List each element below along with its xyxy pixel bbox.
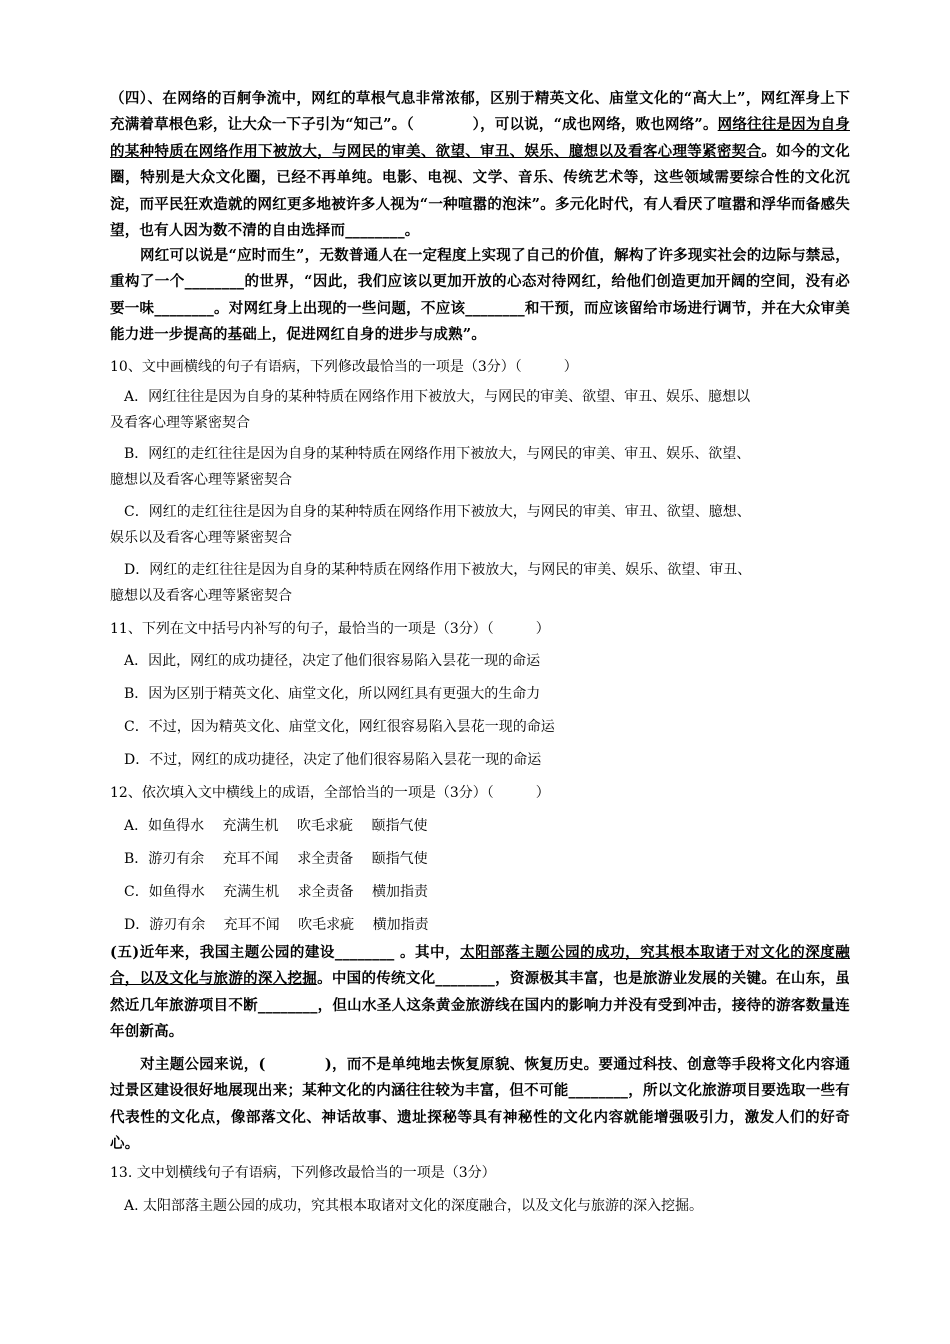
- question-10-option-b[interactable]: [110, 441, 850, 493]
- passage-5-text-p2: 对主题公园来说，( )，而不是单纯地去恢复原貌、恢复历史。要通过科技、创意等手段将文化内容通过景区建设很好地展现出来；某种文化的内涵往往较为丰富，但不可能________，所以文化旅游项目要选取一些有代表性的文化点，像部落文化、神话故事、遗址探秘等具有神秘性的文化内容就能增强吸引力，激发人们的好奇心。: [110, 1056, 850, 1153]
- question-13-option-a[interactable]: A. 太阳部落主题公园的成功，究其根本取诸对文化的深度融合，以及文化与旅游的深入挖掘。: [124, 1198, 704, 1214]
- option-c-line-1: C．网红的走红往往是因为自身的某种特质在网络作用下被放大，与网民的审美、审丑、欲望、臆想、: [124, 504, 751, 520]
- passage-5-text-a: (五)近年来，我国主题公园的建设________ 。其中，: [110, 944, 461, 961]
- passage-4-text-a: （四）、在网络的百舸争流中，网红的草根气息非常浓郁，区别于精英文化、庙堂文化的“高大上”，网红浑身上下充满着草根色彩，让大众一下子引为“知己”。（ ），可以说，“成也网络，败也网络”。: [110, 90, 850, 134]
- question-11-option-d[interactable]: D．不过，网红的成功捷径，决定了他们很容易陷入昙花一现的命运: [124, 752, 542, 768]
- question-12-stem: 12、依次填入文中横线上的成语，全部恰当的一项是（3分）（ ）: [110, 785, 550, 801]
- passage-4-text-p2: 网红可以说是“应时而生”，无数普通人在一定程度上实现了自己的价值，解构了许多现实社会的边际与禁忌，重构了一个________的世界，“因此，我们应该以更加开放的心态对待网红，给他们创造更加开阔的空间，没有必要一味________。对网红身上出现的一些问题，不应该________和干预，而应该留给市场进行调节，并在大众审美能力进一步提高的基础上，促进网红自身的进步与成熟”。: [110, 247, 850, 344]
- passage-5-paragraph-2: [110, 1052, 850, 1158]
- passage-4-paragraph-2: [110, 243, 850, 349]
- question-12-option-a[interactable]: A．如鱼得水 充满生机 吹毛求疵 颐指气使: [124, 818, 428, 834]
- question-10-option-a[interactable]: [110, 384, 850, 436]
- question-10-stem: 10、文中画横线的句子有语病，下列修改最恰当的一项是（3分）（ ）: [110, 359, 578, 375]
- option-c-line-2: 娱乐以及看客心理等紧密契合: [110, 530, 292, 546]
- question-12-option-b[interactable]: B．游刃有余 充耳不闻 求全责备 颐指气使: [124, 851, 428, 867]
- option-a-line-1: A．网红往往是因为自身的某种特质在网络作用下被放大，与网民的审美、欲望、审丑、娱乐、臆想以: [124, 389, 751, 405]
- question-12-option-c[interactable]: C．如鱼得水 充满生机 求全责备 横加指责: [124, 884, 429, 900]
- passage-4-text-b: 。如今的文化圈，特别是大众文化圈，已经不再单纯。电影、电视、文学、音乐、传统艺术等，这些领域需要综合性的文化沉淀，而平民狂欢造就的网红更多地被许多人视为“一种喧嚣的泡沫”。多元化时代，有人看厌了喧嚣和浮华而备感失望，也有人因为数不清的自由选择而________。: [110, 142, 851, 240]
- passage-5-text-b: 。中国的传统文化________，资源极其丰富，也是旅游业发展的关键。在山东，虽然近几年旅游项目不断________，但山水圣人这条黄金旅游线在国内的影响力并没有受到冲击，接待的游客数量连年创新高。: [110, 970, 850, 1041]
- passage-5-paragraph-1: [110, 940, 850, 1046]
- question-11-stem: 11、下列在文中括号内补写的句子，最恰当的一项是（3分）（ ）: [110, 621, 550, 637]
- question-12-option-d[interactable]: D．游刃有余 充耳不闻 吹毛求疵 横加指责: [124, 917, 429, 933]
- option-b-line-2: 臆想以及看客心理等紧密契合: [110, 472, 292, 488]
- question-10-option-c[interactable]: [110, 499, 850, 551]
- question-11-option-c[interactable]: C．不过，因为精英文化、庙堂文化，网红很容易陷入昙花一现的命运: [124, 719, 555, 735]
- question-11-option-a[interactable]: A．因此，网红的成功捷径，决定了他们很容易陷入昙花一现的命运: [124, 653, 541, 669]
- passage-4-paragraph-1: [110, 86, 850, 244]
- underlined-sentence: 网络往往是因为自身的某种特质在网络作用下被放大，与网民的审美、欲望、审丑、娱乐、臆想以及看客心理等紧密契合: [110, 116, 850, 160]
- question-10-option-d[interactable]: [110, 557, 850, 609]
- underlined-sentence-5: 太阳部落主题公园的成功，究其根本取诸于对文化的深度融合，以及文化与旅游的深入挖掘: [110, 944, 850, 988]
- question-11-option-b[interactable]: B．因为区别于精英文化、庙堂文化，所以网红具有更强大的生命力: [124, 686, 541, 702]
- option-d-line-1: D．网红的走红往往是因为自身的某种特质在网络作用下被放大，与网民的审美、娱乐、欲望、审丑、: [124, 562, 752, 578]
- question-13-stem: 13. 文中划横线句子有语病，下列修改最恰当的一项是（3分）: [110, 1165, 496, 1181]
- option-a-line-2: 及看客心理等紧密契合: [110, 415, 250, 431]
- option-b-line-1: B．网红的走红往往是因为自身的某种特质在网络作用下被放大，与网民的审美、审丑、娱乐、欲望、: [124, 446, 751, 462]
- option-d-line-2: 臆想以及看客心理等紧密契合: [110, 588, 292, 604]
